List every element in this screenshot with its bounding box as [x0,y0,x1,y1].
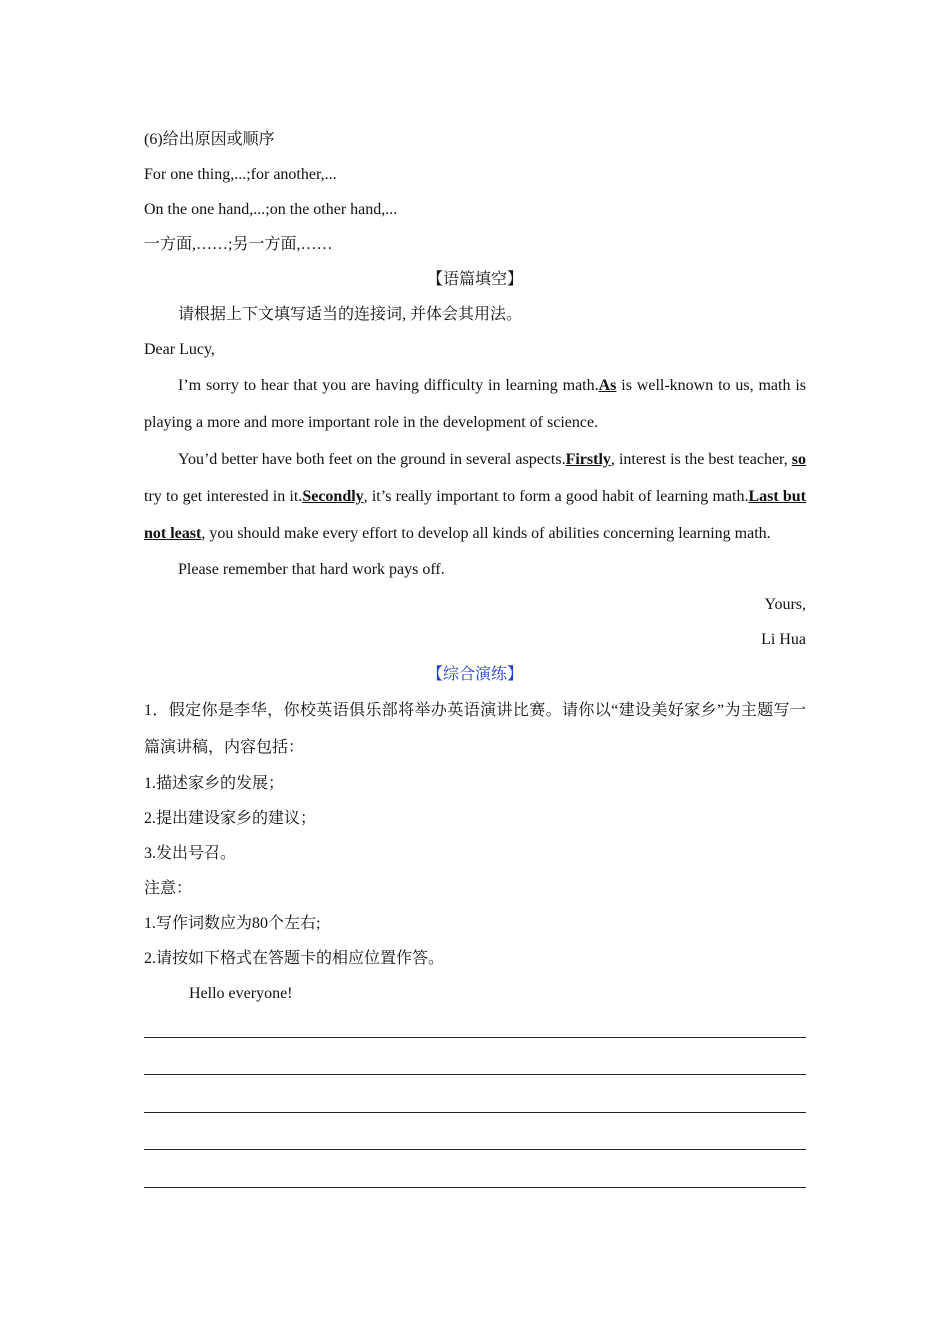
note-item-1: 1.写作词数应为80个左右; [144,915,321,932]
document-page [144,122,806,1199]
phrase-line-1: For one thing,...;for another,... [144,166,337,183]
note-item-2: 2.请按如下格式在答题卡的相应位置作答。 [144,950,445,967]
answer-line-1[interactable] [144,1011,806,1049]
section-6-title: (6)给出原因或顺序 [144,131,275,148]
letter-paragraph-3: Please remember that hard work pays off. [178,561,445,578]
speech-greeting: Hello everyone! [189,985,293,1002]
answer-line-5[interactable] [144,1161,806,1199]
phrase-line-2: On the one hand,...;on the other hand,... [144,201,398,218]
question-1-intro: 1．假定你是李华，你校英语俱乐部将举办英语演讲比赛。请你以“建设美好家乡”为主题写一篇演讲稿，内容包括： [144,702,806,756]
answer-secondly: Secondly [302,488,364,505]
letter-paragraph-2 [144,441,806,552]
answer-as: As [598,377,617,394]
text-segment: try to get interested in it. [144,488,303,505]
letter-salutation: Dear Lucy, [144,341,215,358]
content-item-3: 3.发出号召。 [144,845,237,862]
practice-heading: 【综合演练】 [426,666,523,683]
letter-closing: Yours, [764,596,806,613]
answer-firstly: Firstly [565,451,611,468]
answer-line-2[interactable] [144,1049,806,1087]
content-item-2: 2.提出建设家乡的建议； [144,810,317,827]
text-segment: , you should make every effort to develop all kinds of abilities concerning learning math. [201,525,771,542]
cloze-instruction: 请根据上下文填写适当的连接词, 并体会其用法。 [178,306,523,323]
answer-so: so [791,451,807,468]
cloze-heading: 【语篇填空】 [426,271,523,288]
content-item-1: 1.描述家乡的发展； [144,775,285,792]
text-segment: is well-known to us, math is playing a more and more important role in the development of science. [144,377,807,431]
answer-line-3[interactable] [144,1086,806,1124]
text-segment: I’m sorry to hear that you are having difficulty in learning math. [178,377,599,394]
note-label: 注意： [144,880,193,897]
letter-signature: Li Hua [761,631,806,648]
phrase-line-3: 一方面,……;另一方面,…… [144,236,333,253]
text-segment: You’d better have both feet on the ground in several aspects. [178,451,566,468]
text-segment: , it’s really important to form a good habit of learning math. [363,488,749,505]
answer-line-4[interactable] [144,1124,806,1162]
letter-paragraph-1 [144,367,806,441]
answer-last-but-not-least: Last but not least [144,488,807,542]
text-segment: , interest is the best teacher, [610,451,792,468]
